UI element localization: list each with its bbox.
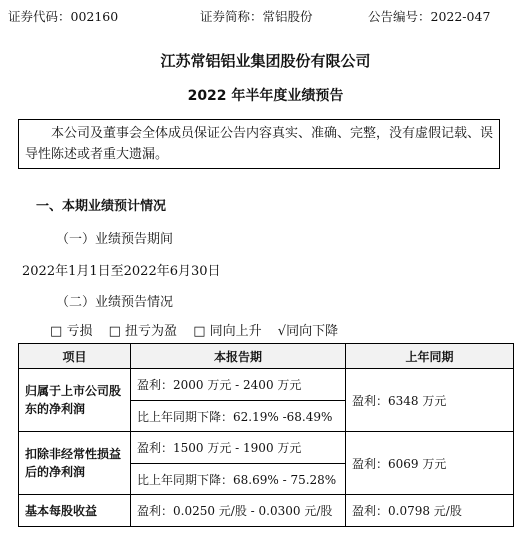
company-name: 江苏常铝铝业集团股份有限公司 [160, 52, 371, 70]
security-short-name: 证券简称：常铝股份 [200, 9, 313, 24]
column-header: 上年同期 [346, 344, 514, 369]
checkbox-icon: □ [108, 324, 121, 339]
table-header-row [19, 344, 514, 369]
checkbox-icon: □ [193, 324, 206, 339]
option-loss: □ 亏损 [50, 324, 93, 339]
table-cell: 盈利：0.0798 元/股 [346, 495, 514, 527]
table-cell: 盈利：2000 万元 - 2400 万元 [131, 369, 346, 401]
announcement-number: 公告编号：2022-047 [368, 9, 491, 24]
forecast-table [18, 343, 514, 527]
checkmark-icon: √ [277, 324, 287, 339]
table-cell: 盈利：6069 万元 [346, 432, 514, 495]
row-label: 基本每股收益 [19, 495, 131, 527]
column-header: 项目 [19, 344, 131, 369]
column-header: 本报告期 [131, 344, 346, 369]
table-row [19, 495, 514, 527]
document-title: 2022 年半年度业绩预告 [187, 88, 344, 104]
option-decrease: √同向下降 [277, 324, 339, 339]
subsection-period: （一）业绩预告期间 [56, 232, 174, 247]
table-cell: 比上年同期下降：68.69% - 75.28% [131, 463, 346, 495]
table-cell: 盈利：1500 万元 - 1900 万元 [131, 432, 346, 464]
table-cell: 比上年同期下降：62.19% -68.49% [131, 400, 346, 432]
option-turnaround: □ 扭亏为盈 [108, 324, 178, 339]
disclaimer-box [18, 119, 500, 169]
table-cell: 盈利：6348 万元 [346, 369, 514, 432]
row-label: 扣除非经常性损益后的净利润 [19, 432, 131, 495]
forecast-type-options [50, 320, 350, 339]
option-increase: □ 同向上升 [193, 324, 262, 339]
disclaimer-text: 本公司及董事会全体成员保证公告内容真实、准确、完整，没有虚假记载、误导性陈述或者重大遗漏。 [25, 126, 494, 162]
checkbox-icon: □ [50, 324, 63, 339]
table-row [19, 369, 514, 401]
forecast-period-text: 2022年1月1日至2022年6月30日 [22, 264, 221, 279]
table-row [19, 432, 514, 464]
table-cell: 盈利：0.0250 元/股 - 0.0300 元/股 [131, 495, 346, 527]
section-heading-forecast: 一、本期业绩预计情况 [36, 199, 167, 214]
subsection-forecast: （二）业绩预告情况 [56, 295, 174, 310]
row-label: 归属于上市公司股东的净利润 [19, 369, 131, 432]
security-code: 证券代码：002160 [8, 9, 119, 24]
